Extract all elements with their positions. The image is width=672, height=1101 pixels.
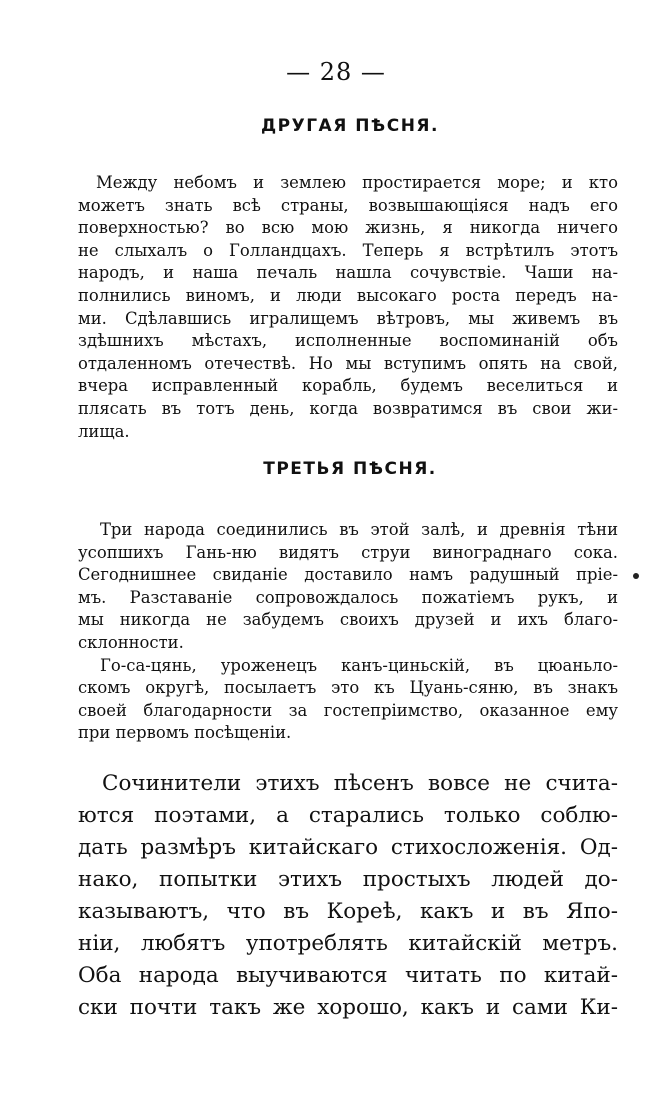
text-line: Оба народа выучиваются читать по китай- bbox=[78, 963, 618, 988]
text-line: лища. bbox=[78, 421, 130, 441]
text-line: народъ, и наша печаль нашла сочувствіе. Чаши на- bbox=[78, 263, 618, 283]
text-line: Го-са-цянь, уроженецъ канъ-циньскій, въ цюаньло- bbox=[100, 655, 618, 675]
text-line: поверхностью? во всю мою жизнь, я никогда ничего bbox=[78, 218, 618, 238]
text-line: ски почти такъ же хорошо, какъ и сами Ки- bbox=[78, 995, 618, 1020]
text-line: ются поэтами, а старались только соблю- bbox=[78, 803, 618, 828]
text-line: нако, попытки этихъ простыхъ людей до- bbox=[78, 867, 618, 892]
text-line: ми. Сдѣлавшись игралищемъ вѣтровъ, мы живемъ въ bbox=[78, 308, 618, 328]
text-line: Три народа соединились въ этой залѣ, и древнія тѣни bbox=[100, 520, 618, 539]
page-number: — 28 — bbox=[286, 58, 386, 86]
text-line: Сочинители этихъ пѣсенъ вовсе не счита- bbox=[102, 771, 618, 796]
text-line: при первомъ посѣщеніи. bbox=[78, 723, 292, 743]
text-line: здѣшнихъ мѣстахъ, исполненные воспоминаній объ bbox=[78, 331, 618, 351]
text-line: можетъ знать всѣ страны, возвышающіяся надъ его bbox=[78, 195, 618, 215]
text-line: вчера исправленный корабль, будемъ веселиться и bbox=[78, 376, 618, 396]
text-line: усопшихъ Гань-ню видятъ струи винограднаго сока. bbox=[78, 542, 618, 562]
text-line: Сегоднишнее свиданіе доставило намъ радушный пріе- bbox=[78, 565, 618, 585]
section-title-third-song: ТРЕТЬЯ ПѢСНЯ. bbox=[263, 459, 437, 479]
text-line: склонности. bbox=[78, 632, 184, 652]
text-line: не слыхалъ о Голландцахъ. Теперь я встрѣтилъ этотъ bbox=[78, 240, 618, 260]
third-song-text bbox=[78, 519, 618, 745]
text-line: казываютъ, что въ Кореѣ, какъ и въ Япо- bbox=[78, 899, 618, 924]
section-title-second-song: ДРУГАЯ ПѢСНЯ. bbox=[261, 116, 439, 136]
text-line: мы никогда не забудемъ своихъ друзей и ихъ благо- bbox=[78, 610, 618, 630]
body-paragraph bbox=[78, 768, 618, 1024]
text-line: плясать въ тотъ день, когда возвратимся въ свои жи- bbox=[78, 398, 618, 418]
text-line: мъ. Разставаніе сопровождалось пожатіемъ рукъ, и bbox=[78, 587, 618, 607]
text-line: своей благодарности за гостепріимство, оказанное ему bbox=[78, 700, 618, 720]
text-line: полнились виномъ, и люди высокаго роста передъ на- bbox=[78, 285, 618, 305]
text-line: ніи, любятъ употреблять китайскій метръ. bbox=[78, 931, 618, 956]
text-line: Между небомъ и землею простирается море; и кто bbox=[96, 173, 618, 192]
margin-ink-dot bbox=[633, 573, 639, 579]
text-line: отдаленномъ отечествѣ. Но мы вступимъ опять на свой, bbox=[78, 353, 618, 373]
text-line: дать размѣръ китайскаго стихосложенія. Од- bbox=[78, 835, 618, 860]
text-line: скомъ округѣ, посылаетъ это къ Цуань-сяню, въ знакъ bbox=[78, 678, 618, 698]
second-song-text bbox=[78, 172, 618, 443]
